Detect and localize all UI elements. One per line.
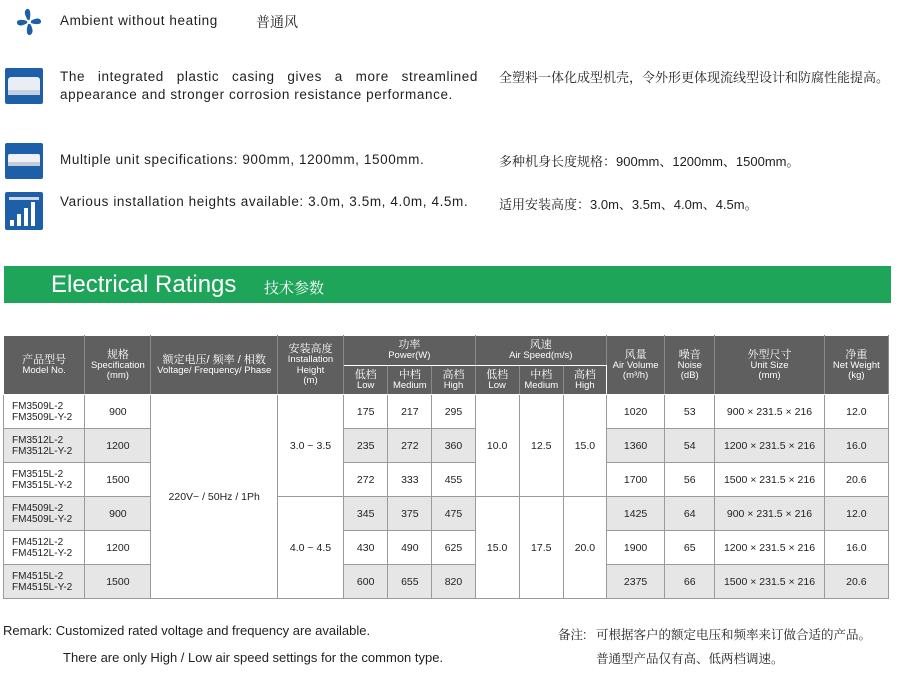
voltage-cell: 220V~ / 50Hz / 1Ph	[151, 395, 277, 599]
table-row	[4, 429, 889, 463]
header-spec: 规格 Specification (mm)	[85, 336, 151, 395]
noise-cell: 64	[665, 497, 715, 531]
model-cell: FM4512L-2 FM4512L-Y-2	[4, 531, 85, 565]
feature-text-cn: 普通风	[256, 14, 298, 30]
volume-cell: 1900	[606, 531, 664, 565]
speed-medium-cell: 12.5	[519, 395, 563, 497]
remark-en-line1: Remark: Customized rated voltage and frequency are available.	[3, 623, 371, 638]
size-cell: 900 × 231.5 × 216	[715, 497, 824, 531]
spec-cell: 1500	[85, 463, 151, 497]
header-size: 外型尺寸 Unit Size (mm)	[715, 336, 824, 395]
remark-cn-line2: 普通型产品仅有高、低两档调速。	[596, 652, 784, 666]
casing-icon	[5, 68, 43, 109]
volume-cell: 1425	[606, 497, 664, 531]
table-row	[4, 531, 889, 565]
feature-text-cn: 多种机身长度规格：900mm、1200mm、1500mm。	[499, 154, 800, 169]
remark-en-line2: There are only High / Low air speed settings for the common type.	[63, 650, 444, 665]
power-medium-cell: 333	[388, 463, 432, 497]
power-medium-cell: 655	[388, 565, 432, 599]
feature-text-en: Ambient without heating	[60, 13, 218, 28]
noise-cell: 54	[665, 429, 715, 463]
feature-ambient	[0, 8, 899, 36]
power-low-cell: 430	[344, 531, 388, 565]
volume-cell: 1020	[606, 395, 664, 429]
power-low-cell: 272	[344, 463, 388, 497]
installation-height-icon	[5, 192, 43, 235]
table-row	[4, 463, 889, 497]
spec-cell: 1200	[85, 531, 151, 565]
power-high-cell: 475	[432, 497, 475, 531]
remark-cn-label: 备注:	[558, 628, 587, 642]
power-high-cell: 295	[432, 395, 475, 429]
spec-cell: 1200	[85, 429, 151, 463]
header-power-high: 高档 High	[432, 366, 475, 395]
size-cell: 1500 × 231.5 × 216	[715, 565, 824, 599]
header-height: 安装高度 Installation Height (m)	[277, 336, 343, 395]
model-cell: FM3515L-2 FM3515L-Y-2	[4, 463, 85, 497]
noise-cell: 66	[665, 565, 715, 599]
table-row	[4, 565, 889, 599]
unit-length-icon	[5, 143, 43, 184]
size-cell: 900 × 231.5 × 216	[715, 395, 824, 429]
weight-cell: 16.0	[824, 429, 888, 463]
spec-cell: 900	[85, 497, 151, 531]
remark-cn-line1: 可根据客户的额定电压和频率来订做合适的产品。	[596, 628, 872, 642]
power-medium-cell: 490	[388, 531, 432, 565]
volume-cell: 2375	[606, 565, 664, 599]
model-cell: FM4515L-2 FM4515L-Y-2	[4, 565, 85, 599]
weight-cell: 16.0	[824, 531, 888, 565]
section-banner	[4, 266, 891, 303]
speed-medium-cell: 17.5	[519, 497, 563, 599]
speed-low-cell: 10.0	[475, 395, 519, 497]
noise-cell: 53	[665, 395, 715, 429]
header-speed-low: 低档 Low	[475, 366, 519, 395]
electrical-ratings-table	[3, 335, 889, 599]
power-medium-cell: 375	[388, 497, 432, 531]
model-cell: FM3512L-2 FM3512L-Y-2	[4, 429, 85, 463]
header-voltage: 额定电压/ 频率 / 相数 Voltage/ Frequency/ Phase	[151, 336, 277, 395]
feature-text-en: The integrated plastic casing gives a more streamlined appearance and stronger corrosion resistance performance.	[60, 69, 478, 102]
header-noise: 噪音 Noise (dB)	[665, 336, 715, 395]
header-speed-medium: 中档 Medium	[519, 366, 563, 395]
power-low-cell: 345	[344, 497, 388, 531]
table-row	[4, 395, 889, 429]
weight-cell: 12.0	[824, 395, 888, 429]
power-high-cell: 360	[432, 429, 475, 463]
header-speed-high: 高档 High	[563, 366, 606, 395]
volume-cell: 1700	[606, 463, 664, 497]
noise-cell: 65	[665, 531, 715, 565]
weight-cell: 12.0	[824, 497, 888, 531]
power-medium-cell: 272	[388, 429, 432, 463]
noise-cell: 56	[665, 463, 715, 497]
volume-cell: 1360	[606, 429, 664, 463]
feature-text-cn: 全塑料一体化成型机壳，令外形更体现流线型设计和防腐性能提高。	[499, 70, 890, 85]
weight-cell: 20.6	[824, 463, 888, 497]
feature-text-cn: 适用安装高度：3.0m、3.5m、4.0m、4.5m。	[499, 197, 758, 212]
spec-cell: 1500	[85, 565, 151, 599]
height-cell: 4.0 ~ 4.5	[277, 497, 343, 599]
header-power: 功率 Power(W)	[344, 336, 475, 366]
power-low-cell: 175	[344, 395, 388, 429]
section-title-cn: 技术参数	[264, 280, 325, 297]
weight-cell: 20.6	[824, 565, 888, 599]
header-power-medium: 中档 Medium	[388, 366, 432, 395]
power-medium-cell: 217	[388, 395, 432, 429]
spec-cell: 900	[85, 395, 151, 429]
fan-icon	[14, 8, 44, 41]
header-speed: 风速 Air Speed(m/s)	[475, 336, 606, 366]
speed-high-cell: 20.0	[563, 497, 606, 599]
header-model: 产品型号 Model No.	[4, 336, 85, 395]
power-low-cell: 235	[344, 429, 388, 463]
model-cell: FM4509L-2 FM4509L-Y-2	[4, 497, 85, 531]
speed-low-cell: 15.0	[475, 497, 519, 599]
model-cell: FM3509L-2 FM3509L-Y-2	[4, 395, 85, 429]
power-high-cell: 625	[432, 531, 475, 565]
height-cell: 3.0 ~ 3.5	[277, 395, 343, 497]
feature-text-en: Multiple unit specifications: 900mm, 1200mm, 1500mm.	[60, 152, 425, 167]
header-volume: 风量 Air Volume (m³/h)	[606, 336, 664, 395]
feature-installation-heights	[0, 191, 899, 231]
power-high-cell: 820	[432, 565, 475, 599]
size-cell: 1500 × 231.5 × 216	[715, 463, 824, 497]
size-cell: 1200 × 231.5 × 216	[715, 531, 824, 565]
power-low-cell: 600	[344, 565, 388, 599]
feature-casing	[0, 66, 899, 122]
feature-specifications	[0, 143, 899, 179]
speed-high-cell: 15.0	[563, 395, 606, 497]
header-weight: 净重 Net Weight (kg)	[824, 336, 888, 395]
feature-text-en: Various installation heights available: 3.0m, 3.5m, 4.0m, 4.5m.	[60, 194, 469, 209]
table-row	[4, 497, 889, 531]
size-cell: 1200 × 231.5 × 216	[715, 429, 824, 463]
power-high-cell: 455	[432, 463, 475, 497]
header-power-low: 低档 Low	[344, 366, 388, 395]
section-title-en: Electrical Ratings	[51, 271, 237, 298]
